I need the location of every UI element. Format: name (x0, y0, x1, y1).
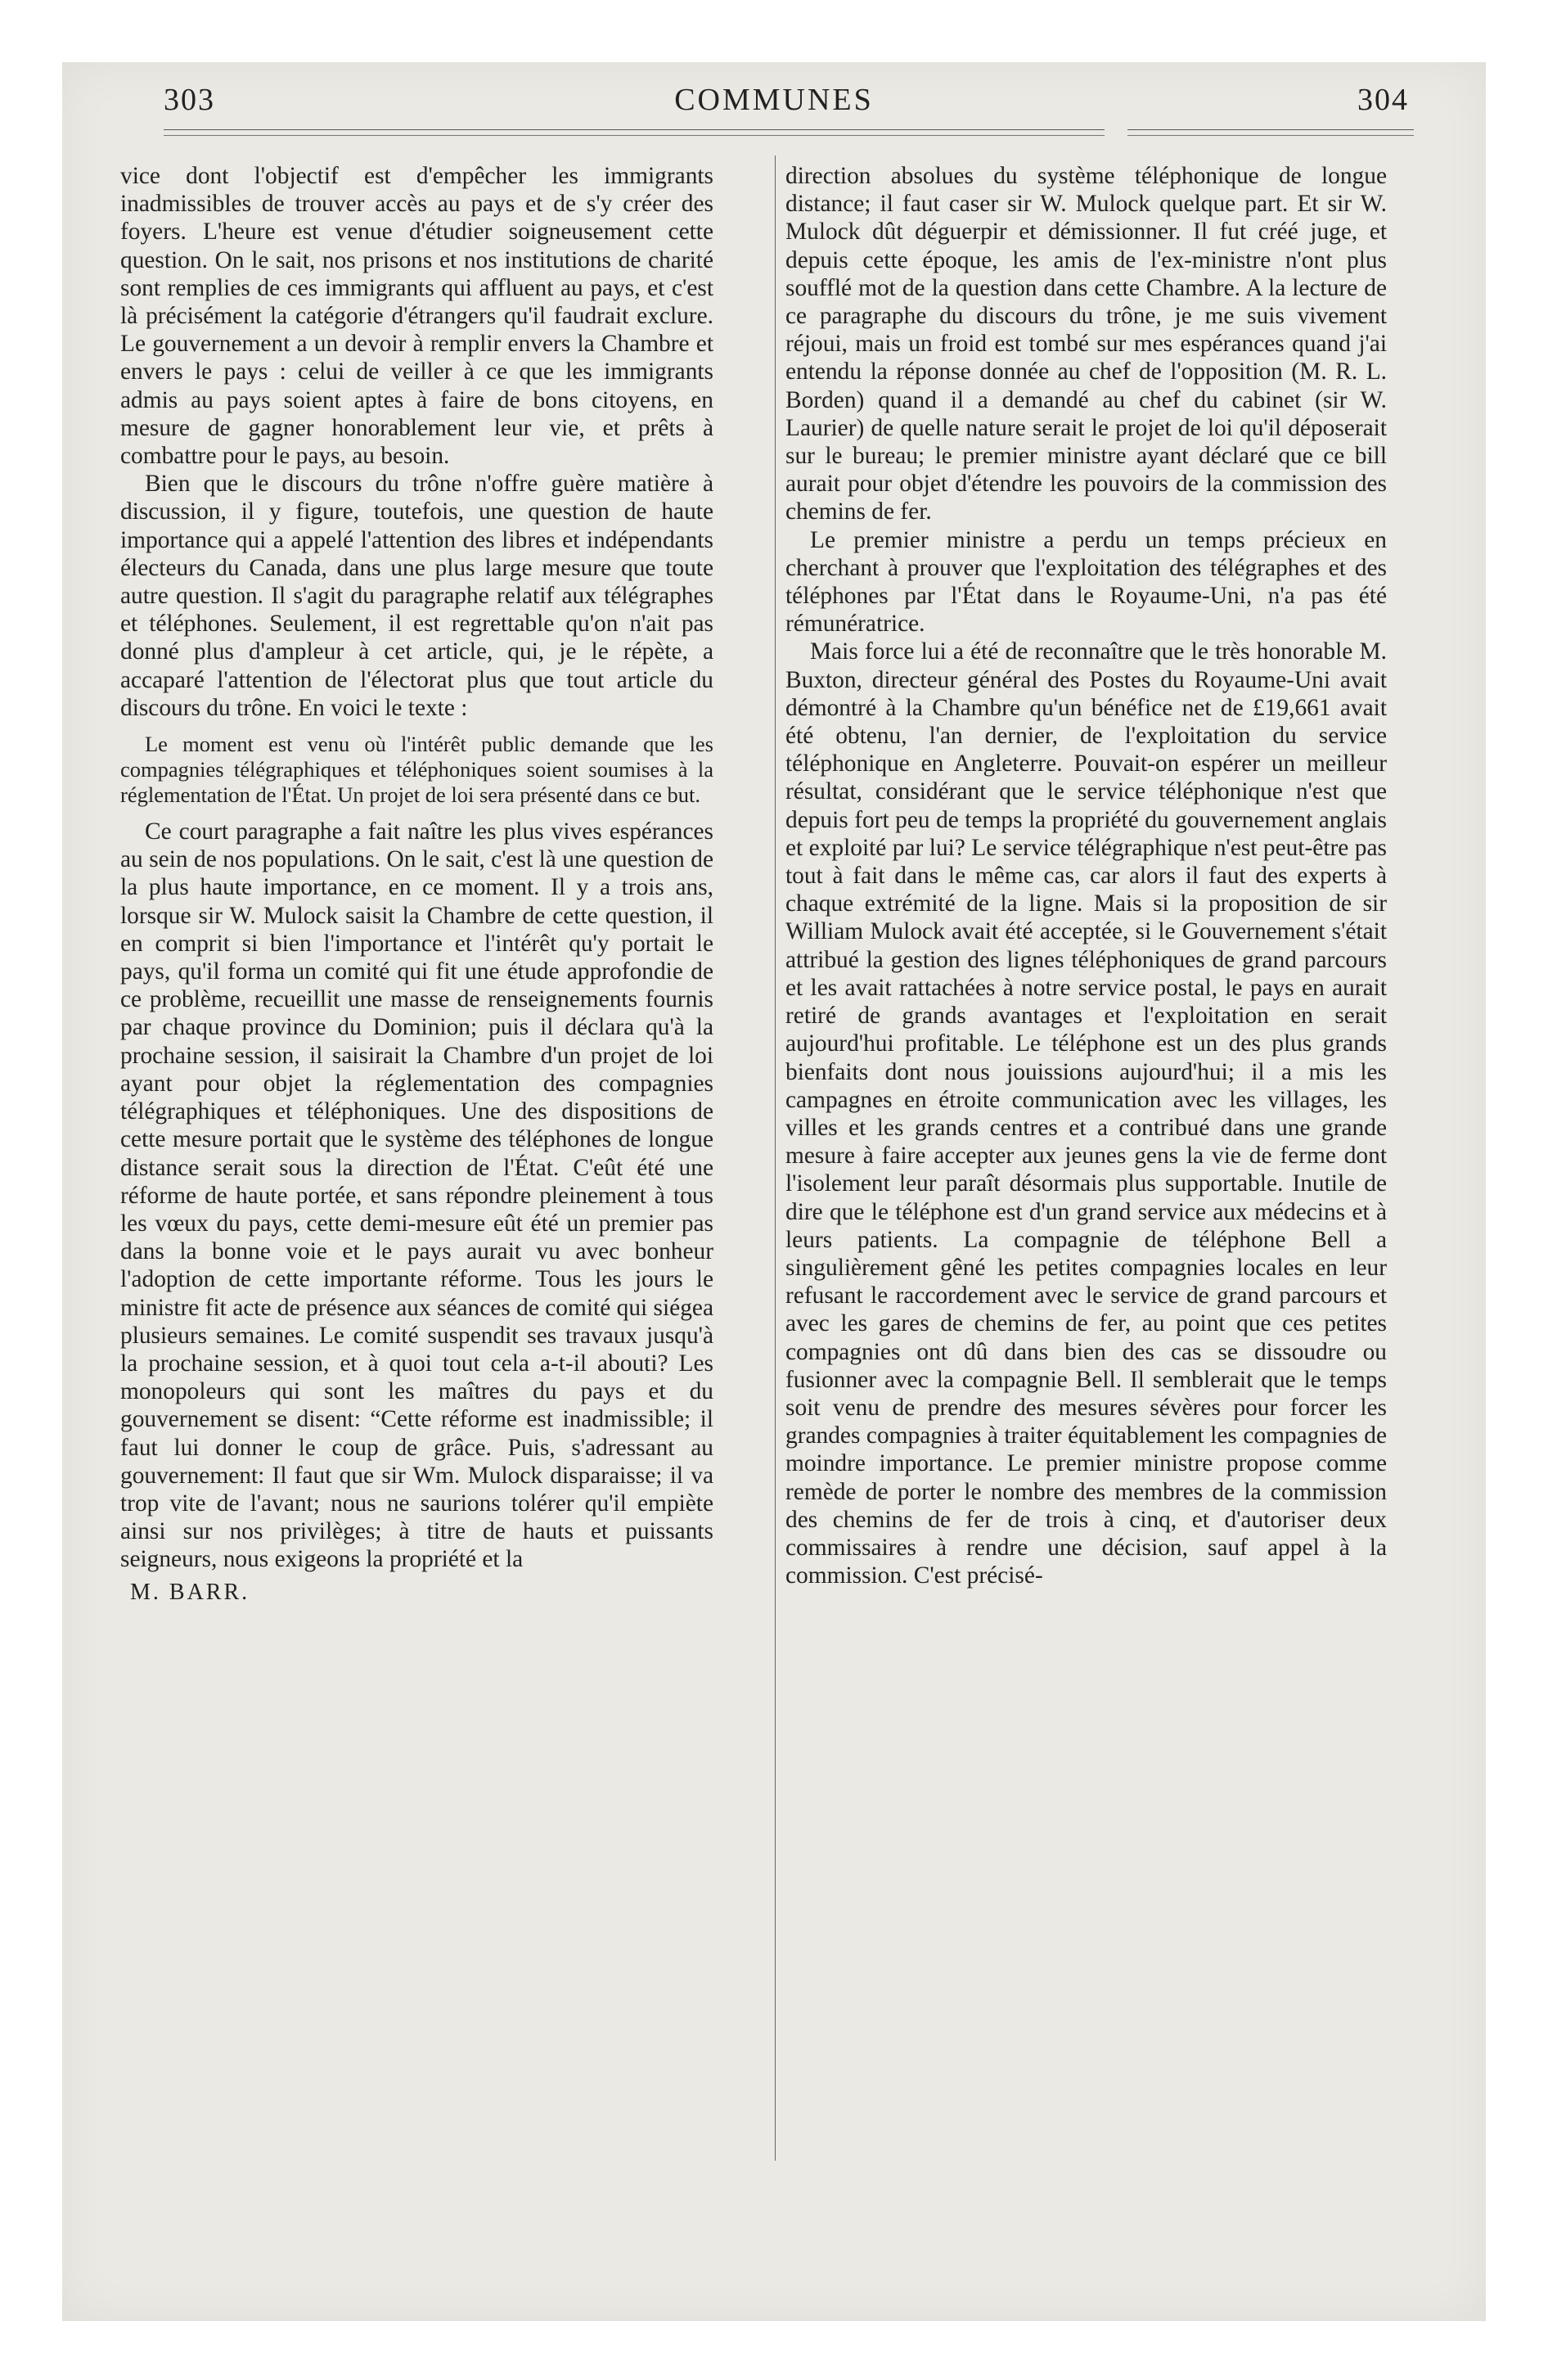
left-paragraph-3: Ce court paragraphe a fait naître les plus vives espérances au sein de nos populations. On le sait, c'est là une question de la plus haute importance, en ce moment. Il y a trois ans, lorsque sir W. Mulock saisit la Chambre de cette question, il en comprit si bien l'importance et l'intérêt qu'y portait le pays, qu'il forma un comité qui fit une étude approfondie de ce problème, recueillit une masse de renseignements fournis par chaque province du Dominion; puis il déclara qu'à la prochaine session, il saisirait la Chambre d'un projet de loi ayant pour objet la réglementation des compagnies télégraphiques et téléphoniques. Une des dispositions de cette mesure portait que le système des téléphones de longue distance serait sous la direction de l'État. C'eût été une réforme de haute portée, et sans répondre pleinement à tous les vœux du pays, cette demi-mesure eût été un premier pas dans la bonne voie et le pays aurait vu avec bonheur l'adoption de cette importante réforme. Tous les jours le ministre fit acte de présence aux séances de comité qui siégea plusieurs semaines. Le comité suspendit ses travaux jusqu'à la prochaine session, et à quoi tout cela a-t-il abouti? Les monopoleurs qui sont les maîtres du pays et du gouvernement se disent: “Cette réforme est inadmissible; il faut lui donner le coup de grâce. Puis, s'adressant au gouvernement: Il faut que sir Wm. Mulock disparaisse; il va trop vite de l'avant; nous ne saurions tolérer qu'il empiète ainsi sur nos privilèges; à titre de hauts et puissants seigneurs, nous exigeons la propriété et la (120, 818, 713, 1573)
page-number-left: 303 (164, 83, 215, 117)
left-paragraph-1: vice dont l'objectif est d'empêcher les immigrants inadmissibles de trouver accès au pays et de s'y créer des foyers. L'heure est venue d'étudier soigneusement cette question. On le sait, nos prisons et nos institutions de charité sont remplies de ces immigrants qui affluent au pays, et c'est là précisément la catégorie d'étrangers qu'il faudrait exclure. Le gouvernement a un devoir à remplir envers la Chambre et envers le pays : celui de veiller à ce que les immigrants admis au pays soient aptes à faire de bons citoyens, en mesure de gagner honorablement leur vie, et prêts à combattre pour le pays, au besoin. (120, 163, 713, 470)
right-paragraph-2: Le premier ministre a perdu un temps précieux en cherchant à prouver que l'exploitation des télégraphes et des téléphones par l'État dans le Royaume-Uni, n'a pas été rémunératrice. (785, 526, 1387, 638)
page-header (106, 82, 1442, 131)
left-column (120, 162, 713, 1607)
right-paragraph-3: Mais force lui a été de reconnaître que le très honorable M. Buxton, directeur général des Postes du Royaume-Uni avait démontré à la Chambre qu'un bénéfice net de £19,661 avait été obtenu, l'an dernier, de l'exploitation du service téléphonique en Angleterre. Pouvait-on espérer un meilleur résultat, considérant que le service téléphonique n'est que depuis fort peu de temps la propriété du gouvernement anglais et exploité par lui? Le service télégraphique n'est peut-être pas tout à fait dans le même cas, car alors il faut des experts à chaque extrémité de la ligne. Mais si la proposition de sir William Mulock avait été acceptée, si le Gouvernement s'était attribué la gestion des lignes téléphoniques de grand parcours et les avait rattachées à notre service postal, le pays en aurait retiré de grands avantages et l'exploitation en serait aujourd'hui profitable. Le téléphone est un des plus grands bienfaits dont nous jouissions aujourd'hui; il a mis les campagnes en étroite communication avec les villages, les villes et les grands centres et a contribué dans une grande mesure à faire accepter aux jeunes gens la vie de ferme dont l'isolement leur paraît désormais plus supportable. Inutile de dire que le téléphone est d'un grand service aux médecins et à leurs patients. La compagnie de téléphone Bell a singulièrement gêné les petites compagnies locales en leur refusant le raccordement avec le service de grand parcours et avec les gares de chemins de fer, au point que ces petites compagnies ont dû dans bien des cas se dissoudre ou fusionner avec la compagnie Bell. Il semblerait que le temps soit venu de prendre des mesures sévères pour forcer les grandes compagnies à traiter équitablement les compagnies de moindre importance. Le premier ministre propose comme remède de porter le nombre des membres de la commission des chemins de fer de trois à cinq, et d'autoriser deux commissaires à rendre une décision, sauf appel à la commission. C'est précisé- (785, 638, 1387, 1589)
page-number-right: 304 (1357, 83, 1409, 117)
right-column (785, 162, 1387, 1589)
header-rule-left (164, 129, 1105, 136)
left-paragraph-2: Bien que le discours du trône n'offre guère matière à discussion, il y figure, toutefois, une question de haute importance qui a appelé l'attention des libres et indépendants électeurs du Canada, dans une plus large mesure que toute autre question. Il s'agit du paragraphe relatif aux télégraphes et téléphones. Seulement, il est regrettable qu'on n'ait pas donné plus d'ampleur à cet article, qui, je le répète, a accaparé l'attention de l'électorat plus que tout article du discours du trône. En voici le texte : (120, 471, 713, 721)
running-title: COMMUNES (674, 83, 874, 117)
right-paragraph-1: direction absolues du système téléphonique de longue distance; il faut caser sir W. Mulock quelque part. Et sir W. Mulock dût déguerpir et démissionner. Il fut créé juge, et depuis cette époque, les amis de l'ex-ministre n'ont plus soufflé mot de la question dans cette Chambre. A la lecture de ce paragraphe du discours du trône, je me suis vivement réjoui, mais un froid est tombé sur mes espérances quand j'ai entendu la réponse donnée au chef de l'opposition (M. R. L. Borden) quand il a demandé au chef du cabinet (sir W. Laurier) de quelle nature serait le projet de loi qu'il déposerait sur le bureau; le premier ministre ayant déclaré que ce bill aurait pour objet d'étendre les pouvoirs de la commission des chemins de fer. (785, 163, 1387, 525)
quoted-passage (120, 732, 713, 808)
speaker-signature: M. BARR. (130, 1579, 250, 1605)
header-rule-right (1127, 129, 1414, 136)
quote-text: Le moment est venu où l'intérêt public demande que les compagnies télégraphiques et téléphoniques soient soumises à la réglementation de l'État. Un projet de loi sera présenté dans ce but. (120, 732, 713, 808)
column-divider (775, 156, 776, 2161)
